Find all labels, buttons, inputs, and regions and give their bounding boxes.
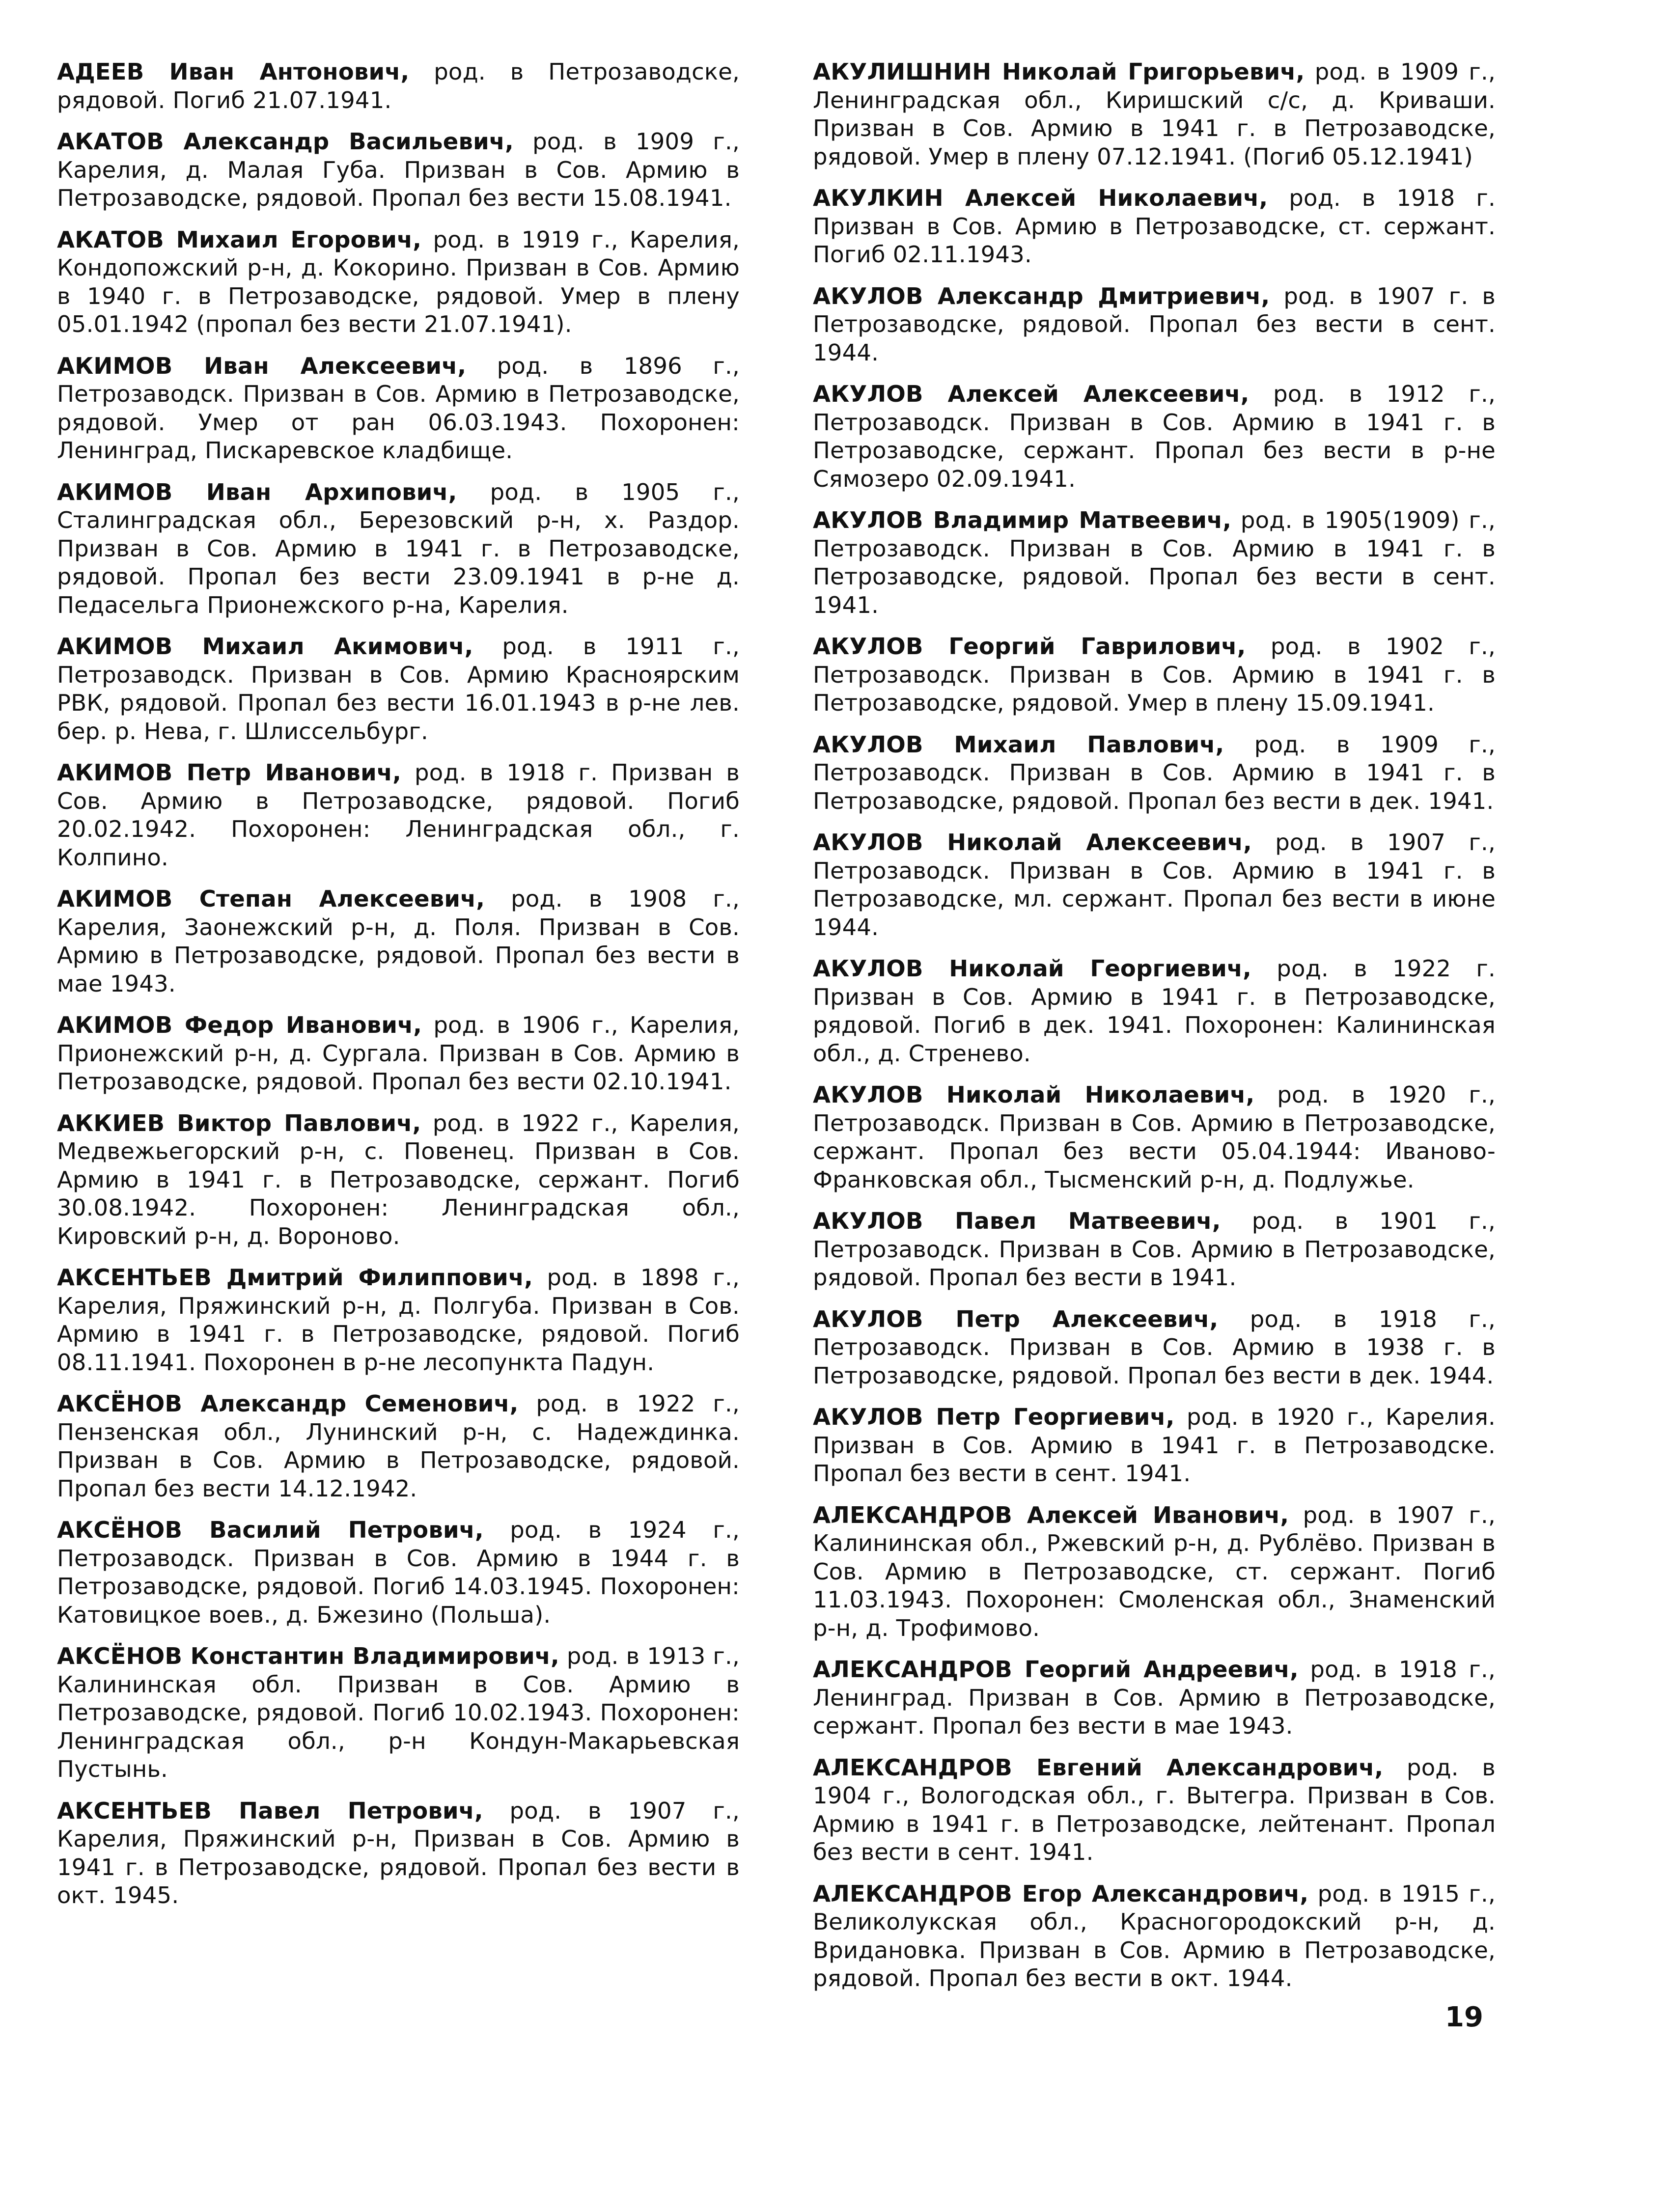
entry-name: АКИМОВ Федор Иванович,: [57, 1012, 422, 1038]
entry-text: род. в 1913 г., Калининская обл. Призван в Сов. Армию в Петрозаводске, рядовой. Погиб 10.02.1943. Похоронен: Ленинградская обл., р-н Кондун-Макарьевская Пустынь.: [57, 1643, 740, 1782]
entry-name: АКУЛОВ Петр Алексеевич,: [813, 1305, 1219, 1332]
entry-name: АКУЛОВ Александр Дмитриевич,: [813, 282, 1270, 309]
entry: [57, 226, 740, 339]
entry-name: АКИМОВ Иван Алексеевич,: [57, 352, 467, 379]
entry: [57, 1264, 740, 1377]
entry-text: род. в Петрозаводске, рядовой. Погиб 21.07.1941.: [57, 58, 740, 113]
entry: [813, 1207, 1496, 1292]
entry-name: АКУЛОВ Владимир Матвеевич,: [813, 507, 1232, 533]
entry: [813, 1403, 1496, 1488]
entry-text: род. в 1918 г., Ленинград. Призван в Сов. Армию в Петрозаводске, сержант. Пропал без вести в мае 1943.: [813, 1656, 1496, 1739]
page-number: 19: [1445, 2001, 1483, 2033]
entry-text: род. в 1918 г. Призван в Сов. Армию в Петрозаводске, ст. сержант. Погиб 02.11.1943.: [813, 185, 1496, 268]
entry-name: АКУЛОВ Михаил Павлович,: [813, 731, 1224, 758]
entry-text: род. в 1915 г., Великолукская обл., Красногородокский р-н, д. Вридановка. Призван в Сов. Армию в Петрозаводске, рядовой. Пропал без вести в окт. 1944.: [813, 1880, 1496, 1991]
entry-name: АКУЛКИН Алексей Николаевич,: [813, 185, 1268, 211]
entry-text: род. в 1905(1909) г., Петрозаводск. Призван в Сов. Армию в 1941 г. в Петрозаводске, рядовой. Пропал без вести в сент. 1941.: [813, 507, 1496, 618]
entry-text: род. в 1918 г. Призван в Сов. Армию в Петрозаводске, рядовой. Погиб 20.02.1942. Похоронен: Ленинградская обл., г. Колпино.: [57, 759, 740, 871]
entry-name: АКАТОВ Александр Васильевич,: [57, 128, 514, 155]
entry-name: АЛЕКСАНДРОВ Георгий Андреевич,: [813, 1656, 1299, 1683]
entry-name: АДЕЕВ Иван Антонович,: [57, 58, 410, 85]
entry-name: АККИЕВ Виктор Павлович,: [57, 1109, 421, 1136]
entry-text: род. в 1922 г., Карелия, Медвежьегорский р-н, с. Повенец. Призван в Сов. Армию в 1941 г. в Петрозаводске, сержант. Погиб 30.08.1942. Похоронен: Ленинградская обл., Кировский р-н, д. Вороново.: [57, 1109, 740, 1249]
entry-text: род. в 1920 г., Карелия. Призван в Сов. Армию в 1941 г. в Петрозаводске. Пропал без вести в сент. 1941.: [813, 1404, 1496, 1487]
entry: [57, 885, 740, 998]
entry: [813, 506, 1496, 619]
entry-text: род. в 1919 г., Карелия, Кондопожский р-н, д. Кокорино. Призван в Сов. Армию в 1940 г. в Петрозаводске, рядовой. Умер в плену 05.01.1942 (пропал без вести 21.07.1941).: [57, 226, 740, 337]
entry: [57, 58, 740, 114]
entry-name: АКУЛОВ Павел Матвеевич,: [813, 1208, 1221, 1234]
entry-name: АКСЕНТЬЕВ Дмитрий Филиппович,: [57, 1264, 533, 1291]
entry-text: род. в 1898 г., Карелия, Пряжинский р-н, д. Полгуба. Призван в Сов. Армию в 1941 г. в Петрозаводске, рядовой. Погиб 08.11.1941. Похоронен в р-не лесопункта Падун.: [57, 1264, 740, 1376]
right-column: [813, 58, 1496, 2006]
entry: [813, 1305, 1496, 1390]
entry-name: АКИМОВ Степан Алексеевич,: [57, 885, 485, 912]
entry: [57, 1390, 740, 1503]
entry: [57, 1797, 740, 1910]
entry-name: АКИМОВ Петр Иванович,: [57, 759, 401, 786]
entry-text: род. в 1918 г., Петрозаводск. Призван в Сов. Армию в 1938 г. в Петрозаводске, рядовой. Пропал без вести в дек. 1944.: [813, 1305, 1496, 1389]
entry-text: род. в 1907 г. в Петрозаводске, рядовой. Пропал без вести в сент. 1944.: [813, 282, 1496, 366]
entry: [813, 829, 1496, 941]
entry-name: АЛЕКСАНДРОВ Алексей Иванович,: [813, 1501, 1289, 1528]
entry-name: АКИМОВ Иван Архипович,: [57, 478, 457, 505]
entry-name: АКСЕНТЬЕВ Павел Петрович,: [57, 1797, 483, 1824]
entry: [813, 1081, 1496, 1194]
entry-text: род. в 1907 г., Калининская обл., Ржевский р-н, д. Рублёво. Призван в Сов. Армию в Петрозаводске, ст. сержант. Погиб 11.03.1943. Похоронен: Смоленская обл., Знаменский р-н, д. Трофимово.: [813, 1501, 1496, 1641]
entry: [813, 1656, 1496, 1741]
entry-text: род. в 1904 г., Вологодская обл., г. Вытегра. Призван в Сов. Армию в 1941 г. в Петрозаводске, лейтенант. Пропал без вести в сент. 1941.: [813, 1754, 1496, 1865]
entry-text: род. в 1906 г., Карелия, Прионежский р-н, д. Сургала. Призван в Сов. Армию в Петрозаводске, рядовой. Пропал без вести 02.10.1941.: [57, 1012, 740, 1095]
entry: [57, 128, 740, 213]
entry-name: АКСЁНОВ Константин Владимирович,: [57, 1643, 559, 1669]
entry-text: род. в 1909 г., Ленинградская обл., Киришский с/с, д. Криваши. Призван в Сов. Армию в 1941 г. в Петрозаводске, рядовой. Умер в плену 07.12.1941. (Погиб 05.12.1941): [813, 58, 1496, 170]
entry-text: род. в 1911 г., Петрозаводск. Призван в Сов. Армию Красноярским РВК, рядовой. Пропал без вести 16.01.1943 в р-не лев. бер. р. Нева, г. Шлиссельбург.: [57, 633, 740, 745]
entry-text: род. в 1909 г., Карелия, д. Малая Губа. Призван в Сов. Армию в Петрозаводске, рядовой. Пропал без вести 15.08.1941.: [57, 128, 740, 211]
entry: [813, 1501, 1496, 1643]
entry: [57, 478, 740, 620]
entry: [57, 1516, 740, 1629]
entry: [57, 352, 740, 465]
entry-text: род. в 1924 г., Петрозаводск. Призван в Сов. Армию в 1944 г. в Петрозаводске, рядовой. Погиб 14.03.1945. Похоронен: Катовицкое воев., д. Бжезино (Польша).: [57, 1517, 740, 1628]
entry-text: род. в 1908 г., Карелия, Заонежский р-н, д. Поля. Призван в Сов. Армию в Петрозаводске, рядовой. Пропал без вести в мае 1943.: [57, 885, 740, 997]
entry-name: АКУЛОВ Алексей Алексеевич,: [813, 381, 1250, 407]
entry: [813, 282, 1496, 367]
entry-name: АКУЛИШНИН Николай Григорьевич,: [813, 58, 1305, 85]
entry-name: АКСЁНОВ Василий Петрович,: [57, 1517, 484, 1543]
entry: [813, 380, 1496, 493]
entry-text: род. в 1922 г. Призван в Сов. Армию в 1941 г. в Петрозаводске, рядовой. Погиб в дек. 1941. Похоронен: Калининская обл., д. Стренево.: [813, 955, 1496, 1067]
entry-text: род. в 1905 г., Сталинградская обл., Березовский р-н, х. Раздор. Призван в Сов. Армию в 1941 г. в Петрозаводске, рядовой. Пропал без вести 23.09.1941 в р-не д. Педасельга Прионежского р-на, Карелия.: [57, 478, 740, 618]
entry-text: род. в 1901 г., Петрозаводск. Призван в Сов. Армию в Петрозаводске, рядовой. Пропал без вести в 1941.: [813, 1208, 1496, 1291]
entry: [813, 58, 1496, 171]
entry-text: род. в 1907 г., Карелия, Пряжинский р-н, Призван в Сов. Армию в 1941 г. в Петрозаводске, рядовой. Пропал без вести в окт. 1945.: [57, 1797, 740, 1908]
entry-text: род. в 1907 г., Петрозаводск. Призван в Сов. Армию в 1941 г. в Петрозаводске, мл. сержант. Пропал без вести в июне 1944.: [813, 829, 1496, 940]
entry-name: АКАТОВ Михаил Егорович,: [57, 226, 422, 253]
entry-text: род. в 1902 г., Петрозаводск. Призван в Сов. Армию в 1941 г. в Петрозаводске, рядовой. Умер в плену 15.09.1941.: [813, 633, 1496, 716]
entry: [813, 731, 1496, 816]
entry-text: род. в 1912 г., Петрозаводск. Призван в Сов. Армию в 1941 г. в Петрозаводске, сержант. Пропал без вести в р-не Сямозеро 02.09.1941.: [813, 381, 1496, 492]
entry-name: АКСЁНОВ Александр Семенович,: [57, 1390, 519, 1417]
entry-name: АКУЛОВ Николай Николаевич,: [813, 1081, 1255, 1108]
entry: [813, 633, 1496, 718]
entry-name: АКУЛОВ Георгий Гаврилович,: [813, 633, 1246, 660]
entry-text: род. в 1896 г., Петрозаводск. Призван в Сов. Армию в Петрозаводске, рядовой. Умер от ран 06.03.1943. Похоронен: Ленинград, Пискаревское кладбище.: [57, 352, 740, 464]
entry-text: род. в 1909 г., Петрозаводск. Призван в Сов. Армию в 1941 г. в Петрозаводске, рядовой. Пропал без вести в дек. 1941.: [813, 731, 1496, 814]
entry: [57, 1642, 740, 1784]
entry-name: АКИМОВ Михаил Акимович,: [57, 633, 473, 660]
entry-text: род. в 1922 г., Пензенская обл., Лунинский р-н, с. Надеждинка. Призван в Сов. Армию в Петрозаводске, рядовой. Пропал без вести 14.12.1942.: [57, 1390, 740, 1502]
entry: [57, 633, 740, 746]
entry: [813, 184, 1496, 269]
entry-name: АЛЕКСАНДРОВ Егор Александрович,: [813, 1880, 1309, 1907]
entry-name: АКУЛОВ Петр Георгиевич,: [813, 1404, 1175, 1430]
entry: [813, 955, 1496, 1068]
entry: [57, 759, 740, 872]
entry-name: АКУЛОВ Николай Алексеевич,: [813, 829, 1252, 856]
left-column: [57, 58, 740, 1923]
entry: [813, 1880, 1496, 1993]
entry: [813, 1754, 1496, 1867]
entry: [57, 1011, 740, 1096]
entry-name: АЛЕКСАНДРОВ Евгений Александрович,: [813, 1754, 1384, 1781]
entry: [57, 1109, 740, 1251]
entry-name: АКУЛОВ Николай Георгиевич,: [813, 955, 1251, 982]
entry-text: род. в 1920 г., Петрозаводск. Призван в Сов. Армию в Петрозаводске, сержант. Пропал без вести 05.04.1944: Ивановo-Франковская обл., Тысменский р-н, д. Подлужье.: [813, 1081, 1496, 1193]
